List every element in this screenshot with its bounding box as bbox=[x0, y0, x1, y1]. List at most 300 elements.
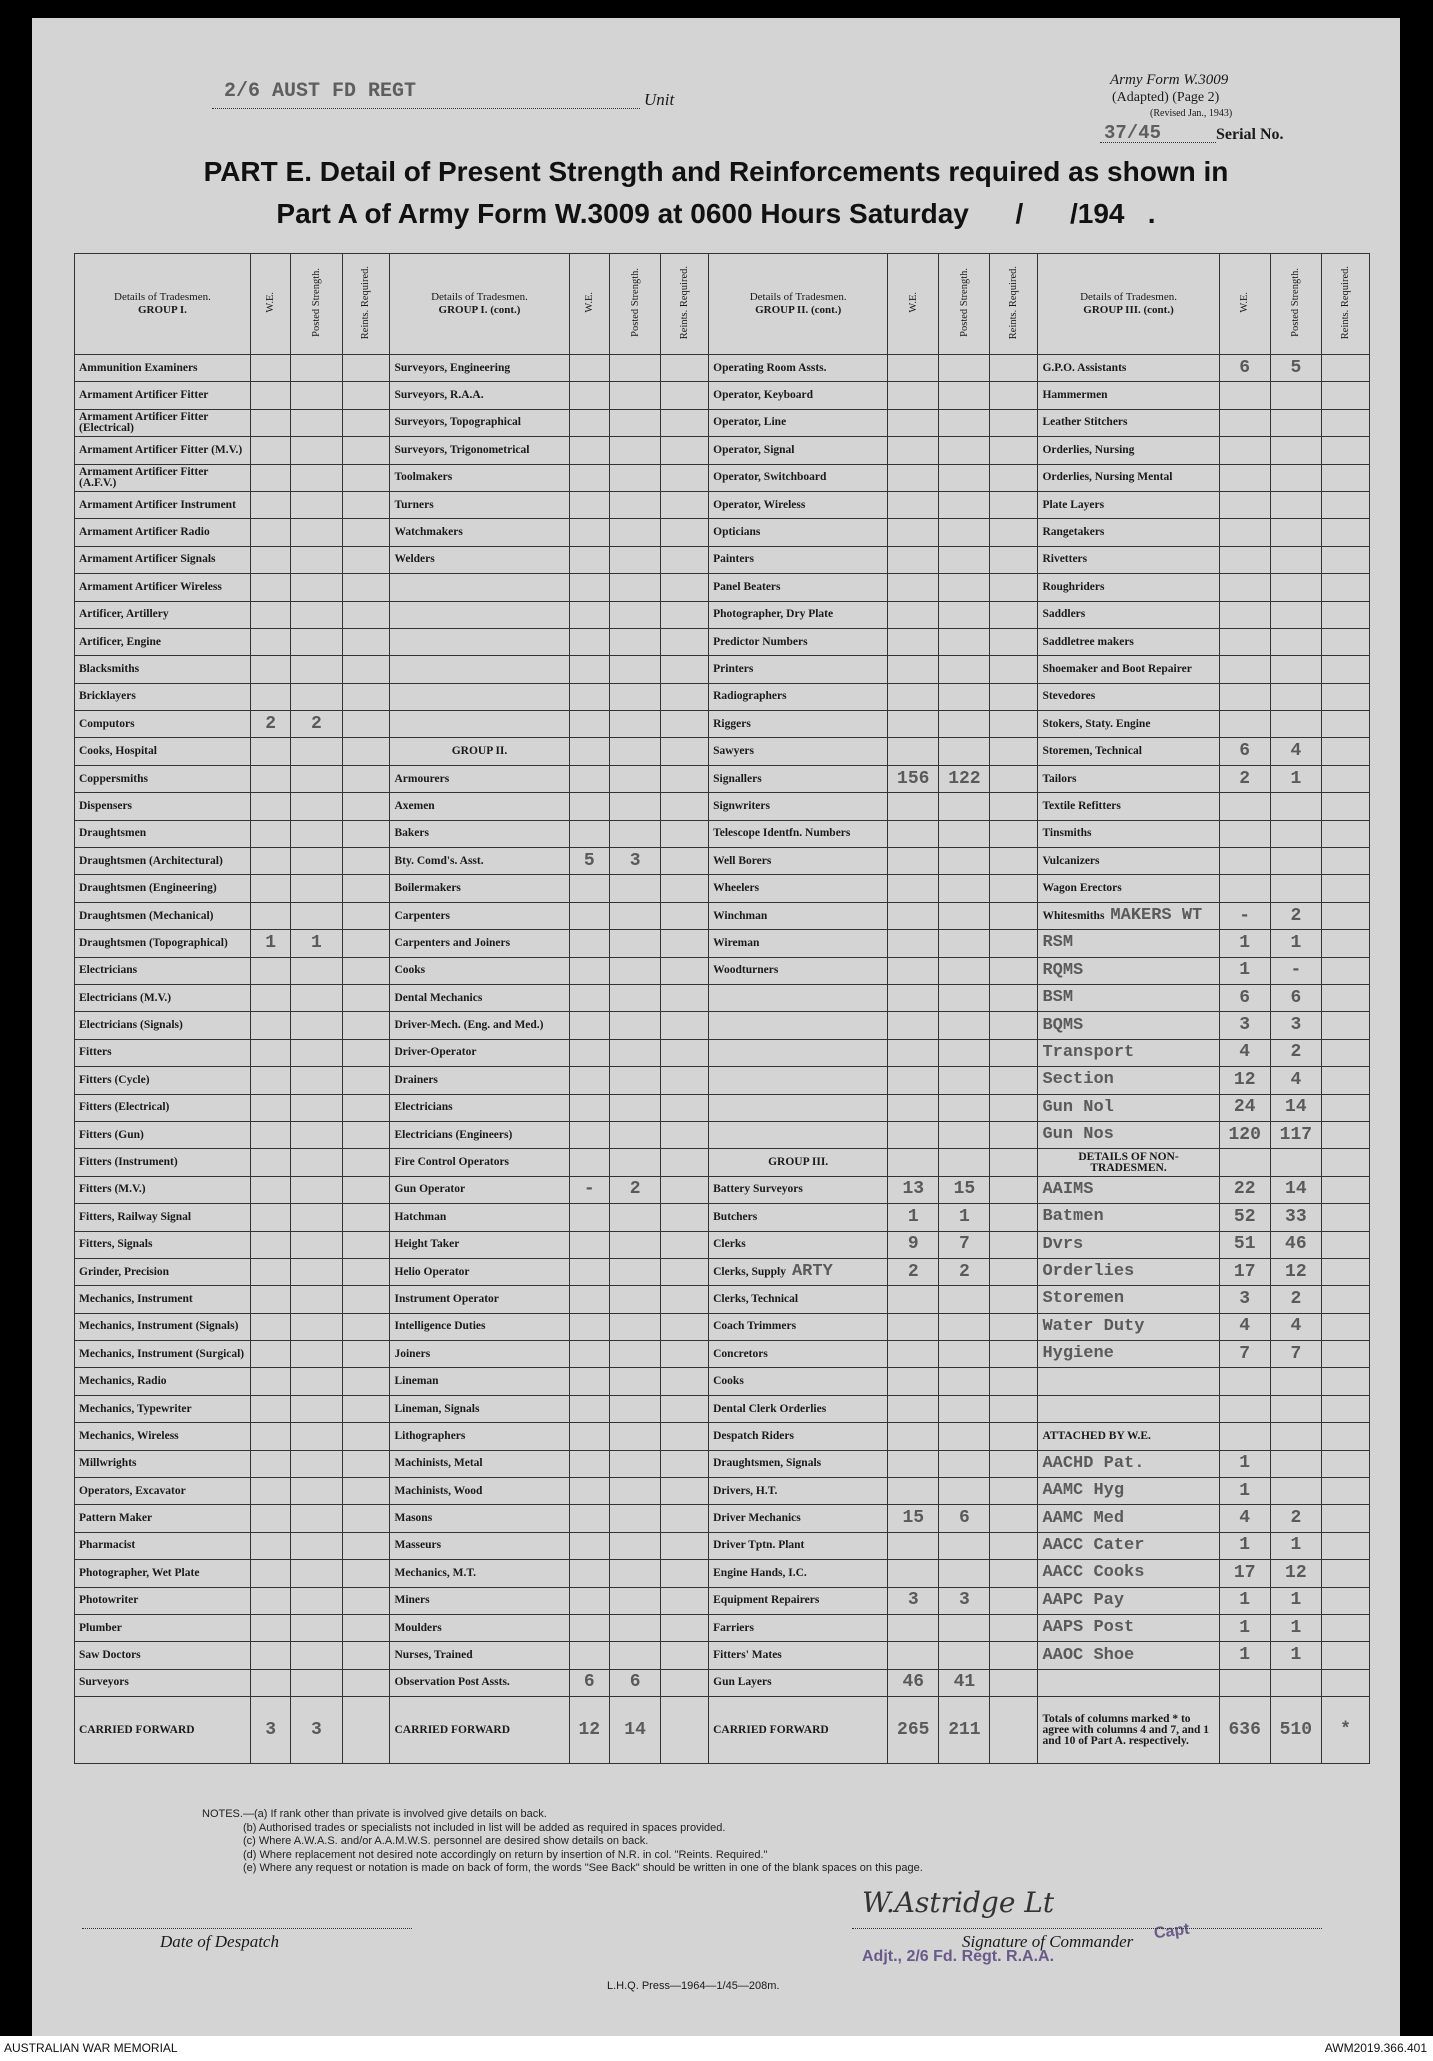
posted-cell bbox=[939, 491, 990, 518]
trade-label bbox=[390, 1395, 569, 1422]
trade-name: ATTACHED BY W.E. bbox=[1042, 1429, 1151, 1442]
trade-label bbox=[1038, 1478, 1219, 1505]
table-row bbox=[75, 1505, 1370, 1532]
trade-label bbox=[390, 1423, 569, 1450]
trade-label bbox=[75, 1532, 251, 1559]
posted-cell bbox=[939, 1094, 990, 1121]
trade-name: Axemen bbox=[394, 799, 435, 812]
posted-cell bbox=[939, 1039, 990, 1066]
reints-cell bbox=[342, 601, 390, 628]
trade-label bbox=[1038, 1587, 1219, 1614]
trade-label bbox=[390, 957, 569, 984]
posted-cell bbox=[291, 601, 342, 628]
trade-label bbox=[390, 601, 569, 628]
posted-cell bbox=[291, 1505, 342, 1532]
trade-label bbox=[390, 1231, 569, 1258]
we-cell bbox=[888, 1395, 939, 1422]
posted-cell: 6 bbox=[1270, 984, 1321, 1011]
we-cell bbox=[250, 738, 291, 765]
we-cell bbox=[569, 1478, 610, 1505]
trade-label bbox=[1038, 984, 1219, 1011]
reints-cell bbox=[342, 546, 390, 573]
reints-cell bbox=[990, 1039, 1038, 1066]
we-cell bbox=[250, 1614, 291, 1641]
reints-cell bbox=[990, 1012, 1038, 1039]
reints-cell bbox=[661, 656, 709, 683]
trade-label bbox=[1038, 1560, 1219, 1587]
we-cell bbox=[1219, 519, 1270, 546]
typed-trade-name: Dvrs bbox=[1042, 1234, 1084, 1254]
trade-name: Moulders bbox=[394, 1621, 442, 1634]
reints-cell bbox=[661, 1204, 709, 1231]
posted-header: Posted Strength. bbox=[958, 268, 970, 337]
trade-name: GROUP II. bbox=[451, 745, 508, 758]
carried-we: 265 bbox=[888, 1697, 939, 1764]
posted-cell bbox=[610, 409, 661, 436]
reints-cell bbox=[661, 355, 709, 382]
trade-label bbox=[709, 1313, 888, 1340]
trade-name: Surveyors bbox=[79, 1676, 129, 1689]
table-row bbox=[75, 601, 1370, 628]
table-row bbox=[75, 820, 1370, 847]
table-row bbox=[75, 1395, 1370, 1422]
trade-label bbox=[390, 738, 569, 765]
posted-cell: 1 bbox=[1270, 1587, 1321, 1614]
trade-name: Operator, Signal bbox=[713, 443, 795, 456]
trade-label bbox=[709, 984, 888, 1011]
trade-label bbox=[709, 1395, 888, 1422]
we-cell bbox=[888, 1149, 939, 1176]
trade-name: Armament Artificer Instrument bbox=[79, 498, 236, 511]
title-line-2: Part A of Army Form W.3009 at 0600 Hours Saturday / /194 . bbox=[276, 198, 1156, 229]
we-cell bbox=[250, 1669, 291, 1696]
posted-cell: 41 bbox=[939, 1669, 990, 1696]
table-row bbox=[75, 1669, 1370, 1696]
trade-label bbox=[390, 574, 569, 601]
reints-cell bbox=[342, 1258, 390, 1285]
posted-cell bbox=[610, 1614, 661, 1641]
posted-cell bbox=[610, 793, 661, 820]
posted-cell: 2 bbox=[939, 1258, 990, 1285]
trade-label bbox=[1038, 1012, 1219, 1039]
we-cell bbox=[569, 1067, 610, 1094]
posted-cell bbox=[610, 546, 661, 573]
trade-name: Grinder, Precision bbox=[79, 1265, 170, 1278]
posted-cell bbox=[939, 601, 990, 628]
trade-label bbox=[1038, 1039, 1219, 1066]
we-cell bbox=[888, 574, 939, 601]
trade-label bbox=[390, 355, 569, 382]
trade-label bbox=[709, 1149, 888, 1176]
we-cell bbox=[250, 902, 291, 929]
table-row bbox=[75, 1286, 1370, 1313]
we-cell bbox=[250, 601, 291, 628]
table-row bbox=[75, 491, 1370, 518]
posted-cell bbox=[291, 1039, 342, 1066]
reints-cell bbox=[990, 491, 1038, 518]
we-cell bbox=[569, 574, 610, 601]
we-cell bbox=[569, 793, 610, 820]
we-cell bbox=[250, 1176, 291, 1203]
we-cell bbox=[250, 848, 291, 875]
we-cell bbox=[250, 519, 291, 546]
reints-cell bbox=[990, 1560, 1038, 1587]
trade-label bbox=[1038, 1368, 1219, 1395]
we-cell bbox=[888, 683, 939, 710]
reints-cell bbox=[990, 601, 1038, 628]
trade-name: Bty. Comd's. Asst. bbox=[394, 854, 484, 867]
trade-name: Carpenters and Joiners bbox=[394, 936, 511, 949]
we-cell bbox=[250, 409, 291, 436]
table-row bbox=[75, 1642, 1370, 1669]
trade-name: Sawyers bbox=[713, 745, 755, 758]
trade-name: Woodturners bbox=[713, 964, 779, 977]
trade-name: Mechanics, Instrument (Signals) bbox=[79, 1320, 239, 1333]
serial-typed: 37/45 bbox=[1104, 122, 1162, 144]
trade-label bbox=[390, 1176, 569, 1203]
trade-label bbox=[1038, 738, 1219, 765]
we-cell bbox=[569, 1313, 610, 1340]
trade-name: GROUP III. bbox=[768, 1156, 829, 1169]
posted-cell bbox=[939, 355, 990, 382]
trade-name: Fitters (M.V.) bbox=[79, 1183, 146, 1196]
we-cell bbox=[1219, 683, 1270, 710]
table-row bbox=[75, 793, 1370, 820]
trade-label bbox=[75, 1121, 251, 1148]
trade-name: Cooks bbox=[713, 1375, 744, 1388]
trade-name: Machinists, Wood bbox=[394, 1484, 483, 1497]
reints-cell bbox=[342, 437, 390, 464]
trade-label bbox=[1038, 765, 1219, 792]
posted-cell bbox=[610, 1012, 661, 1039]
posted-cell: 33 bbox=[1270, 1204, 1321, 1231]
trade-label bbox=[709, 1669, 888, 1696]
trade-name: Joiners bbox=[394, 1347, 431, 1360]
table-row bbox=[75, 1067, 1370, 1094]
we-cell: 1 bbox=[250, 930, 291, 957]
trade-name: Signwriters bbox=[713, 799, 770, 812]
reints-header: Reints. Required. bbox=[679, 265, 691, 340]
reints-cell bbox=[342, 1067, 390, 1094]
reints-cell bbox=[1321, 1231, 1369, 1258]
trade-name: Blacksmiths bbox=[79, 662, 140, 675]
reints-cell bbox=[661, 902, 709, 929]
reints-cell bbox=[1321, 1313, 1369, 1340]
trade-name: Predictor Numbers bbox=[713, 635, 808, 648]
we-cell: 2 bbox=[250, 711, 291, 738]
reints-cell bbox=[342, 683, 390, 710]
trade-name: Operators, Excavator bbox=[79, 1484, 186, 1497]
reints-cell bbox=[342, 574, 390, 601]
trade-label bbox=[75, 355, 251, 382]
we-cell bbox=[888, 793, 939, 820]
reints-cell bbox=[1321, 875, 1369, 902]
trade-label bbox=[709, 1505, 888, 1532]
posted-cell bbox=[610, 1231, 661, 1258]
reints-cell bbox=[1321, 738, 1369, 765]
trade-label bbox=[75, 1341, 251, 1368]
trade-name: Painters bbox=[713, 553, 755, 566]
posted-cell bbox=[610, 820, 661, 847]
posted-cell bbox=[610, 628, 661, 655]
posted-cell: 2 bbox=[1270, 1039, 1321, 1066]
we-cell: 1 bbox=[1219, 1614, 1270, 1641]
trade-name: Draughtsmen (Mechanical) bbox=[79, 909, 214, 922]
we-cell bbox=[250, 1368, 291, 1395]
reints-cell bbox=[342, 519, 390, 546]
we-cell bbox=[569, 1258, 610, 1285]
trade-label bbox=[709, 738, 888, 765]
we-cell bbox=[888, 1094, 939, 1121]
reints-cell bbox=[342, 1176, 390, 1203]
posted-cell bbox=[291, 848, 342, 875]
reints-cell bbox=[661, 1149, 709, 1176]
trade-label bbox=[390, 1587, 569, 1614]
posted-cell bbox=[1270, 1423, 1321, 1450]
trade-name: Dispensers bbox=[79, 799, 133, 812]
reints-cell bbox=[661, 1669, 709, 1696]
reints-cell bbox=[1321, 1286, 1369, 1313]
we-cell bbox=[569, 491, 610, 518]
we-cell bbox=[569, 1505, 610, 1532]
posted-cell: 1 bbox=[939, 1204, 990, 1231]
reints-cell bbox=[342, 1450, 390, 1477]
posted-cell bbox=[939, 1067, 990, 1094]
reints-cell bbox=[1321, 1478, 1369, 1505]
we-cell bbox=[569, 1395, 610, 1422]
posted-cell bbox=[610, 601, 661, 628]
trade-label bbox=[75, 1094, 251, 1121]
we-cell bbox=[888, 1450, 939, 1477]
trade-label bbox=[390, 409, 569, 436]
reints-cell bbox=[1321, 1067, 1369, 1094]
reints-cell bbox=[990, 464, 1038, 491]
we-cell bbox=[569, 1149, 610, 1176]
trade-name: Electricians (Signals) bbox=[79, 1019, 183, 1032]
reints-cell bbox=[990, 711, 1038, 738]
we-cell bbox=[250, 1560, 291, 1587]
trade-label bbox=[75, 1286, 251, 1313]
trade-name: Mechanics, Radio bbox=[79, 1375, 167, 1388]
posted-cell bbox=[939, 546, 990, 573]
reints-cell bbox=[1321, 930, 1369, 957]
we-cell bbox=[250, 1204, 291, 1231]
posted-cell: 4 bbox=[1270, 1313, 1321, 1340]
typed-trade-name: Orderlies bbox=[1042, 1262, 1135, 1282]
posted-cell bbox=[291, 1012, 342, 1039]
trade-name: Well Borers bbox=[713, 854, 772, 867]
trade-label bbox=[390, 793, 569, 820]
trade-name: Fitters, Railway Signal bbox=[79, 1210, 192, 1223]
posted-cell bbox=[291, 1642, 342, 1669]
trade-name: Mechanics, M.T. bbox=[394, 1566, 477, 1579]
trade-label bbox=[709, 1478, 888, 1505]
posted-cell: - bbox=[1270, 957, 1321, 984]
table-row bbox=[75, 848, 1370, 875]
trade-name: Welders bbox=[394, 553, 435, 566]
posted-cell bbox=[610, 1532, 661, 1559]
carried-we: 3 bbox=[250, 1697, 291, 1764]
trade-label bbox=[709, 875, 888, 902]
we-cell: 3 bbox=[888, 1587, 939, 1614]
reints-cell bbox=[1321, 1341, 1369, 1368]
trade-label bbox=[390, 1121, 569, 1148]
posted-cell bbox=[291, 574, 342, 601]
trade-label bbox=[709, 437, 888, 464]
posted-cell bbox=[291, 957, 342, 984]
trade-name: Shoemaker and Boot Repairer bbox=[1042, 662, 1192, 675]
carried-posted: 3 bbox=[291, 1697, 342, 1764]
trade-name: Masseurs bbox=[394, 1539, 442, 1552]
we-cell bbox=[569, 1039, 610, 1066]
we-cell bbox=[250, 628, 291, 655]
posted-cell bbox=[291, 1341, 342, 1368]
reints-cell bbox=[342, 1423, 390, 1450]
trade-label bbox=[1038, 1204, 1219, 1231]
unit-line bbox=[212, 108, 640, 109]
trade-name: Whitesmiths bbox=[1042, 910, 1105, 922]
posted-cell bbox=[939, 683, 990, 710]
trade-name: Butchers bbox=[713, 1210, 758, 1223]
posted-cell bbox=[939, 1532, 990, 1559]
we-cell bbox=[888, 355, 939, 382]
posted-cell bbox=[939, 1313, 990, 1340]
reints-cell bbox=[990, 1368, 1038, 1395]
we-cell bbox=[569, 1450, 610, 1477]
trade-label bbox=[390, 1341, 569, 1368]
reints-cell bbox=[1321, 1094, 1369, 1121]
reints-cell bbox=[661, 1505, 709, 1532]
trade-label bbox=[390, 1039, 569, 1066]
trade-label bbox=[75, 1450, 251, 1477]
posted-cell bbox=[939, 382, 990, 409]
we-cell bbox=[250, 1258, 291, 1285]
posted-cell: 117 bbox=[1270, 1121, 1321, 1148]
posted-cell bbox=[291, 1313, 342, 1340]
we-cell bbox=[569, 519, 610, 546]
trade-label bbox=[709, 683, 888, 710]
trade-name: Intelligence Duties bbox=[394, 1320, 486, 1333]
reints-cell bbox=[1321, 1395, 1369, 1422]
trade-label bbox=[75, 875, 251, 902]
posted-cell bbox=[1270, 1450, 1321, 1477]
we-cell bbox=[888, 820, 939, 847]
reints-cell bbox=[990, 409, 1038, 436]
trade-label bbox=[709, 409, 888, 436]
trade-label bbox=[390, 491, 569, 518]
posted-cell: 122 bbox=[939, 765, 990, 792]
posted-cell bbox=[939, 902, 990, 929]
reints-cell bbox=[990, 1669, 1038, 1696]
we-cell bbox=[1219, 820, 1270, 847]
table-row bbox=[75, 355, 1370, 382]
we-cell: 6 bbox=[1219, 738, 1270, 765]
reints-cell bbox=[1321, 1039, 1369, 1066]
table-row bbox=[75, 1478, 1370, 1505]
posted-cell bbox=[291, 1450, 342, 1477]
trade-label bbox=[75, 711, 251, 738]
we-cell bbox=[888, 628, 939, 655]
reints-cell bbox=[1321, 765, 1369, 792]
reints-cell bbox=[661, 1258, 709, 1285]
we-cell: 4 bbox=[1219, 1505, 1270, 1532]
reints-cell bbox=[990, 1176, 1038, 1203]
posted-cell bbox=[291, 1669, 342, 1696]
trade-name: Driver-Mech. (Eng. and Med.) bbox=[394, 1019, 544, 1032]
we-cell bbox=[250, 437, 291, 464]
we-cell bbox=[888, 1642, 939, 1669]
we-cell bbox=[250, 1231, 291, 1258]
we-cell bbox=[569, 601, 610, 628]
reints-cell bbox=[342, 1532, 390, 1559]
we-cell bbox=[888, 656, 939, 683]
reints-cell bbox=[990, 1149, 1038, 1176]
reints-cell bbox=[990, 1450, 1038, 1477]
trade-name: Fitters (Cycle) bbox=[79, 1073, 150, 1086]
trade-name: Concretors bbox=[713, 1347, 768, 1360]
posted-cell bbox=[291, 1423, 342, 1450]
posted-cell bbox=[939, 1286, 990, 1313]
trade-label bbox=[709, 1094, 888, 1121]
trade-name: Armament Artificer Radio bbox=[79, 526, 210, 539]
typed-trade-name: AACC Cooks bbox=[1042, 1563, 1145, 1583]
trade-label bbox=[1038, 491, 1219, 518]
trade-name: Electricians (M.V.) bbox=[79, 991, 172, 1004]
posted-cell bbox=[291, 382, 342, 409]
we-cell bbox=[888, 1341, 939, 1368]
table-row bbox=[75, 1450, 1370, 1477]
we-cell bbox=[888, 1532, 939, 1559]
reints-cell bbox=[661, 1067, 709, 1094]
trade-name: Bakers bbox=[394, 827, 429, 840]
credit-left: AUSTRALIAN WAR MEMORIAL bbox=[4, 2041, 178, 2055]
reints-cell bbox=[990, 683, 1038, 710]
trade-label bbox=[390, 1614, 569, 1641]
we-cell bbox=[1219, 574, 1270, 601]
we-cell bbox=[888, 1039, 939, 1066]
reints-cell bbox=[342, 1286, 390, 1313]
reints-cell bbox=[990, 1313, 1038, 1340]
trade-name: Plate Layers bbox=[1042, 498, 1105, 511]
trade-name: Dental Clerk Orderlies bbox=[713, 1402, 827, 1415]
we-cell bbox=[250, 820, 291, 847]
trade-label bbox=[390, 1094, 569, 1121]
trade-name: Clerks, Supply bbox=[713, 1266, 786, 1279]
typed-trade-name: MAKERS WT bbox=[1110, 906, 1203, 925]
we-cell bbox=[250, 1642, 291, 1669]
trade-label bbox=[390, 546, 569, 573]
posted-cell bbox=[291, 1204, 342, 1231]
reints-cell bbox=[342, 1149, 390, 1176]
trade-label bbox=[709, 765, 888, 792]
trade-name: Rangetakers bbox=[1042, 526, 1105, 539]
reints-header: Reints. Required. bbox=[360, 265, 372, 340]
reints-cell bbox=[990, 930, 1038, 957]
posted-cell bbox=[610, 1450, 661, 1477]
carried-forward-label: CARRIED FORWARD bbox=[75, 1697, 251, 1764]
we-cell bbox=[250, 355, 291, 382]
reints-cell bbox=[1321, 656, 1369, 683]
posted-cell: 46 bbox=[1270, 1231, 1321, 1258]
trade-name: Pattern Maker bbox=[79, 1512, 153, 1525]
we-cell: 4 bbox=[1219, 1313, 1270, 1340]
we-cell bbox=[250, 1423, 291, 1450]
posted-cell bbox=[291, 820, 342, 847]
table-row bbox=[75, 1587, 1370, 1614]
press-line: L.H.Q. Press—1964—1/45—208m. bbox=[607, 1980, 780, 1992]
we-cell bbox=[888, 711, 939, 738]
we-cell bbox=[250, 656, 291, 683]
